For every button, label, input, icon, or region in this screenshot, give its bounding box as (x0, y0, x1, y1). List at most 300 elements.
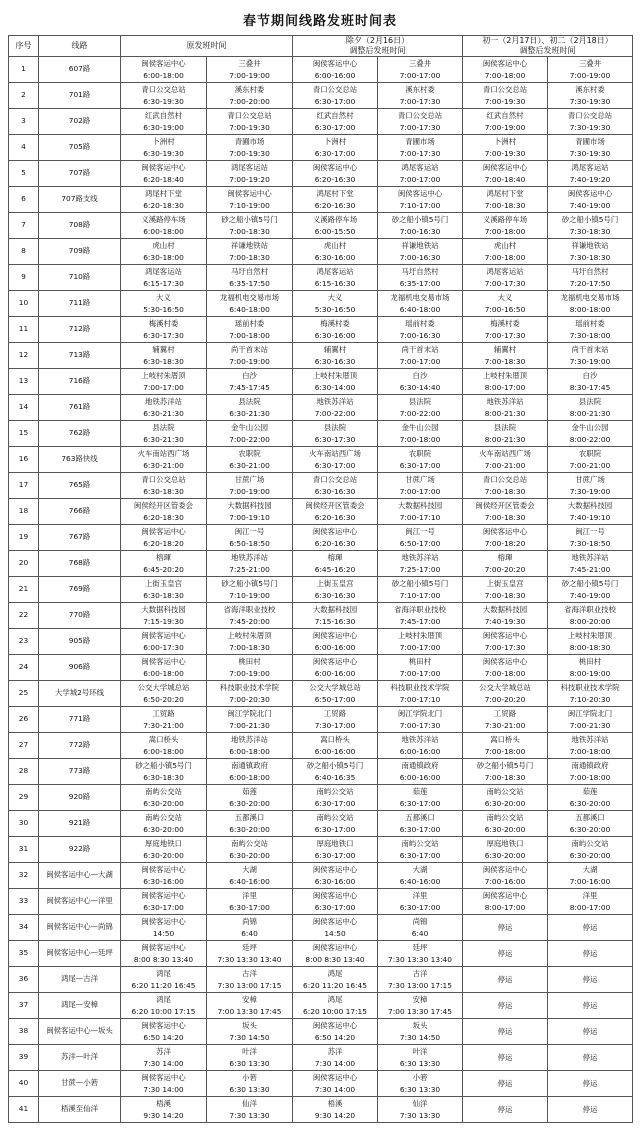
stop-name: 上岐村朱厝顶 (397, 631, 443, 640)
departure-time: 7:40-19:30 (484, 616, 526, 626)
original-end-cell (207, 83, 293, 109)
stop-name: 闽侯经开区管委会 (133, 501, 194, 510)
departure-time: 6:30-18:30 (143, 772, 184, 782)
stop-name: 停运 (582, 974, 598, 984)
stop-name: 闽侯客运中心 (141, 943, 186, 952)
original-start-cell (121, 915, 207, 941)
stop-name: 尚干首末站 (401, 345, 439, 354)
newyear-start-cell (463, 1071, 548, 1097)
departure-time: 7:30 13:30 (229, 1110, 270, 1120)
newyear-start-cell (463, 213, 548, 239)
row-number: 19 (9, 525, 39, 551)
stop-name: 马圩自然村 (401, 267, 439, 276)
stop-name: 闽侯客运中心 (312, 59, 358, 68)
stop-name: 瑶前村委 (575, 319, 605, 328)
original-end-cell (207, 785, 293, 811)
stop-name: 工贸路 (493, 709, 517, 718)
departure-time: 7:00-17:00 (399, 356, 441, 366)
newyear-end-cell (548, 57, 633, 83)
original-end-cell (207, 941, 293, 967)
table-row (9, 811, 633, 837)
original-start-cell (121, 759, 207, 785)
row-number: 15 (9, 421, 39, 447)
newyear-start-cell (463, 577, 548, 603)
route-name: 712路 (39, 317, 121, 343)
stop-name: 农职院 (578, 449, 602, 458)
original-start-cell (121, 551, 207, 577)
original-start-cell (121, 1097, 207, 1123)
departure-time: 7:10-17:00 (399, 200, 441, 210)
original-end-cell (207, 421, 293, 447)
newyear-start-cell (463, 525, 548, 551)
stop-name: 鸿尾客运站 (145, 267, 182, 276)
departure-time: 6:20-18:40 (143, 174, 184, 184)
original-end-cell (207, 239, 293, 265)
stop-name: 县法院 (578, 397, 602, 406)
header-original-time: 原发班时间 (121, 36, 293, 57)
stop-name: 南屿公交站 (316, 787, 354, 796)
eve-end-cell (378, 577, 463, 603)
row-number: 23 (9, 629, 39, 655)
departure-time: 7:40-19:20 (569, 174, 611, 184)
stop-name: 仙洋 (242, 1099, 257, 1108)
row-number: 26 (9, 707, 39, 733)
stop-name: 闽江一号 (234, 527, 265, 536)
original-start-cell (121, 239, 207, 265)
row-number: 24 (9, 655, 39, 681)
departure-time: 8:00-21:30 (484, 408, 526, 418)
stop-name: 大湖 (242, 865, 257, 874)
stop-name: 停运 (497, 1000, 513, 1010)
stop-name: 叶洋 (412, 1047, 428, 1056)
eve-end-cell (378, 343, 463, 369)
departure-time: 7:10-20:30 (569, 694, 611, 704)
eve-start-cell (293, 473, 378, 499)
departure-time: 6:45-16:20 (314, 564, 356, 574)
departure-time: 7:40-19:00 (569, 200, 611, 210)
row-number: 30 (9, 811, 39, 837)
stop-name: 叶洋 (242, 1047, 257, 1056)
row-number: 3 (9, 109, 39, 135)
row-number: 38 (9, 1019, 39, 1045)
stop-name: 祥谦地铁站 (401, 241, 439, 250)
newyear-end-cell (548, 499, 633, 525)
route-name: 708路 (39, 213, 121, 239)
eve-end-cell (378, 239, 463, 265)
stop-name: 南屿公交站 (486, 813, 524, 822)
newyear-start-cell (463, 1045, 548, 1071)
stop-name: 坂头 (242, 1021, 257, 1030)
stop-name: 停运 (582, 1078, 598, 1088)
departure-time: 7:00-18:00 (484, 226, 526, 236)
table-row (9, 655, 633, 681)
original-end-cell (207, 655, 293, 681)
departure-time: 7:45-17:00 (399, 616, 441, 626)
stop-name: 科技职业技术学院 (219, 683, 280, 692)
eve-start-cell (293, 265, 378, 291)
route-name: 770路 (39, 603, 121, 629)
row-number: 5 (9, 161, 39, 187)
newyear-start-cell (463, 265, 548, 291)
stop-name: 闽侯客运中心 (141, 1021, 186, 1030)
eve-start-cell (293, 941, 378, 967)
original-start-cell (121, 343, 207, 369)
table-row (9, 447, 633, 473)
departure-time: 7:00-16:30 (399, 252, 441, 262)
stop-name: 停运 (497, 948, 513, 958)
departure-time: 6:30-20:00 (569, 798, 611, 808)
row-number: 16 (9, 447, 39, 473)
newyear-start-cell (463, 83, 548, 109)
route-name: 705路 (39, 135, 121, 161)
route-name: 闽侯客运中心—洋里 (39, 889, 121, 915)
departure-time: 8:00 8:30 13:40 (133, 954, 194, 964)
departure-time: 6:50-17:00 (314, 694, 356, 704)
original-end-cell (207, 109, 293, 135)
eve-start-cell (293, 317, 378, 343)
departure-time: 6:30-19:30 (143, 148, 184, 158)
departure-time: 7:00-19:30 (484, 96, 526, 106)
departure-time: 7:00-17:30 (399, 122, 441, 132)
eve-end-cell (378, 1045, 463, 1071)
stop-name: 省海洋职业技校 (564, 605, 616, 614)
original-start-cell (121, 57, 207, 83)
departure-time: 6:30-20:00 (569, 824, 611, 834)
stop-name: 青口公交总站 (482, 85, 528, 94)
newyear-end-cell (548, 889, 633, 915)
original-end-cell (207, 967, 293, 993)
departure-time: 7:00-17:10 (399, 512, 441, 522)
stop-name: 公交大学城总站 (137, 683, 190, 692)
original-start-cell (121, 1045, 207, 1071)
row-number: 33 (9, 889, 39, 915)
departure-time: 9:30 14:20 (314, 1110, 356, 1120)
stop-name: 厚庭地铁口 (316, 839, 354, 848)
stop-name: 甘蔗广场 (234, 475, 265, 484)
newyear-end-cell (548, 811, 633, 837)
departure-time: 6:50-17:00 (399, 538, 441, 548)
departure-time: 6:35-17:50 (229, 278, 270, 288)
eve-start-cell (293, 83, 378, 109)
departure-time: 6:00-16:00 (314, 746, 356, 756)
table-row (9, 1045, 633, 1071)
stop-name: 南通镇政府 (571, 761, 609, 770)
departure-time: 7:00-16:50 (484, 304, 526, 314)
table-row (9, 707, 633, 733)
stop-name: 南屿公交站 (401, 839, 439, 848)
departure-time: 6:30-21:00 (143, 460, 184, 470)
departure-time: 7:00-18:00 (484, 70, 526, 80)
row-number: 20 (9, 551, 39, 577)
stop-name: 县法院 (408, 397, 432, 406)
eve-start-cell (293, 551, 378, 577)
stop-name: 公交大学城总站 (309, 683, 361, 692)
departure-time: 7:30 14:00 (314, 1084, 356, 1094)
stop-name: 梅溪村委 (320, 319, 350, 328)
newyear-start-cell (463, 707, 548, 733)
stop-name: 鸿尾村下堂 (145, 189, 182, 198)
newyear-start-cell (463, 109, 548, 135)
departure-time: 7:00-17:00 (399, 668, 441, 678)
stop-name: 大数据科技园 (567, 501, 613, 510)
original-start-cell (121, 499, 207, 525)
stop-name: 青口公交总站 (482, 475, 528, 484)
newyear-start-cell (463, 421, 548, 447)
stop-name: 砂之船小镇5号门 (306, 761, 364, 770)
stop-name: 嵩口桥头 (320, 735, 350, 744)
eve-end-cell (378, 161, 463, 187)
newyear-end-cell (548, 447, 633, 473)
departure-time: 7:30-19:30 (569, 122, 611, 132)
newyear-end-cell (548, 655, 633, 681)
stop-name: 上街玉皇宫 (486, 579, 524, 588)
departure-time: 6:00-18:00 (143, 746, 184, 756)
departure-time: 7:00-19:30 (229, 148, 270, 158)
stop-name: 安樟 (412, 995, 428, 1004)
stop-name: 虎山村 (152, 241, 175, 250)
original-end-cell (207, 213, 293, 239)
original-end-cell (207, 187, 293, 213)
departure-time: 6:30-16:00 (314, 252, 356, 262)
stop-name: 闽侯客运中心 (312, 631, 358, 640)
table-row (9, 941, 633, 967)
eve-end-cell (378, 1097, 463, 1123)
stop-name: 马圩自然村 (571, 267, 609, 276)
stop-name: 辅翼村 (152, 345, 175, 354)
stop-name: 龙福机电交易市场 (560, 293, 620, 302)
stop-name: 闽侯客运中心 (482, 59, 528, 68)
departure-time: 7:00-18:30 (229, 252, 270, 262)
departure-time: 6:00-18:00 (229, 746, 270, 756)
route-name: 771路 (39, 707, 121, 733)
table-row (9, 421, 633, 447)
header-newyear-time (463, 36, 633, 57)
row-number: 28 (9, 759, 39, 785)
stop-name: 停运 (497, 1026, 513, 1036)
original-start-cell (121, 967, 207, 993)
table-row (9, 785, 633, 811)
stop-name: 尚锦 (242, 917, 257, 926)
row-number: 12 (9, 343, 39, 369)
stop-name: 鸿尾客运站 (231, 163, 268, 172)
eve-end-cell (378, 889, 463, 915)
eve-start-cell (293, 629, 378, 655)
stop-name: 榕琿 (156, 553, 171, 562)
newyear-start-cell (463, 1019, 548, 1045)
stop-name: 砂之船小镇5号门 (221, 579, 278, 588)
route-name: 鸿尾—安樟 (39, 993, 121, 1019)
departure-time: 6:30 13:30 (229, 1058, 270, 1068)
stop-name: 闽侯客运中心 (482, 527, 528, 536)
route-name: 765路 (39, 473, 121, 499)
stop-name: 科技职业技术学院 (560, 683, 620, 692)
original-end-cell (207, 551, 293, 577)
table-row (9, 317, 633, 343)
departure-time: 6:40 (241, 928, 258, 938)
stop-name: 砂之船小镇5号门 (561, 215, 619, 224)
row-number: 37 (9, 993, 39, 1019)
departure-time: 7:30 14:00 (314, 1058, 356, 1068)
departure-time: 7:00-18:30 (484, 512, 526, 522)
stop-name: 梧溪 (156, 1099, 171, 1108)
departure-time: 7:45-21:00 (569, 564, 611, 574)
original-end-cell (207, 499, 293, 525)
departure-time: 6:35-17:00 (399, 278, 441, 288)
stop-name: 青口公交总站 (567, 111, 613, 120)
stop-name: 小箬 (412, 1073, 428, 1082)
stop-name: 青口公交总站 (141, 475, 186, 484)
original-start-cell (121, 187, 207, 213)
departure-time: 6:20-16:30 (314, 512, 356, 522)
newyear-end-cell (548, 1071, 633, 1097)
newyear-end-cell (548, 83, 633, 109)
newyear-end-cell (548, 759, 633, 785)
stop-name: 尚锦 (412, 917, 428, 926)
newyear-end-cell (548, 395, 633, 421)
stop-name: 停运 (497, 922, 513, 932)
departure-time: 6:30-20:00 (484, 798, 526, 808)
newyear-end-cell (548, 577, 633, 603)
departure-time: 7:30 13:30 13:40 (388, 954, 452, 964)
stop-name: 义溪路停车场 (141, 215, 186, 224)
departure-time: 7:00-19:00 (229, 668, 270, 678)
stop-name: 溪东村委 (405, 85, 435, 94)
departure-time: 6:30-20:00 (143, 824, 184, 834)
stop-name: 瑶前村委 (405, 319, 435, 328)
eve-end-cell (378, 993, 463, 1019)
eve-end-cell (378, 291, 463, 317)
departure-time: 8:00-17:00 (569, 902, 611, 912)
row-number: 29 (9, 785, 39, 811)
stop-name: 上街玉皇宫 (316, 579, 354, 588)
departure-time: 6:30-16:30 (314, 590, 356, 600)
departure-time: 7:00-17:00 (143, 382, 184, 392)
stop-name: 地铁苏洋站 (571, 553, 609, 562)
stop-name: 仙洋 (412, 1099, 428, 1108)
departure-time: 7:00-21:30 (229, 720, 270, 730)
departure-time: 6:30-20:00 (569, 850, 611, 860)
eve-end-cell (378, 369, 463, 395)
stop-name: 闽侯经开区管委会 (305, 501, 365, 510)
original-end-cell (207, 1071, 293, 1097)
stop-name: 三叠井 (408, 59, 432, 68)
row-number: 18 (9, 499, 39, 525)
departure-time: 7:00-18:00 (399, 434, 441, 444)
stop-name: 农职院 (408, 449, 432, 458)
original-start-cell (121, 681, 207, 707)
stop-name: 火车南站西广场 (309, 449, 361, 458)
newyear-end-cell (548, 993, 633, 1019)
stop-name: 三叠井 (578, 59, 602, 68)
departure-time: 6:30-20:00 (229, 824, 270, 834)
stop-name: 停运 (497, 1104, 513, 1114)
newyear-end-cell (548, 967, 633, 993)
original-end-cell (207, 863, 293, 889)
original-end-cell (207, 811, 293, 837)
departure-time: 6:00-16:00 (314, 70, 356, 80)
departure-time: 7:00-18:30 (484, 590, 526, 600)
eve-start-cell (293, 343, 378, 369)
route-name: 607路 (39, 57, 121, 83)
stop-name: 县法院 (323, 423, 347, 432)
departure-time: 6:20-16:30 (314, 174, 356, 184)
stop-name: 闽侯客运中心 (482, 891, 528, 900)
departure-time: 7:00-21:00 (484, 460, 526, 470)
table-row (9, 837, 633, 863)
newyear-end-cell (548, 1019, 633, 1045)
departure-time: 6:30-16:00 (314, 330, 356, 340)
departure-time: 7:00-22:00 (314, 408, 356, 418)
newyear-end-cell (548, 343, 633, 369)
original-end-cell (207, 1045, 293, 1071)
stop-name: 上岐村朱厝顶 (227, 631, 272, 640)
stop-name: 省海洋职业技校 (223, 605, 276, 614)
newyear-end-cell (548, 161, 633, 187)
departure-time: 7:00-18:00 (484, 252, 526, 262)
table-row (9, 395, 633, 421)
newyear-end-cell (548, 525, 633, 551)
row-number: 25 (9, 681, 39, 707)
newyear-end-cell (548, 837, 633, 863)
stop-name: 五都溪口 (405, 813, 435, 822)
stop-name: 青圃市场 (575, 137, 605, 146)
stop-name: 闽侯客运中心 (312, 657, 358, 666)
stop-name: 卜洲村 (493, 137, 517, 146)
stop-name: 嵩口桥头 (148, 735, 179, 744)
row-number: 32 (9, 863, 39, 889)
stop-name: 闽江一号 (575, 527, 605, 536)
stop-name: 闽侯客运中心 (141, 527, 186, 536)
eve-start-cell (293, 135, 378, 161)
stop-name: 农职院 (238, 449, 261, 458)
newyear-start-cell (463, 395, 548, 421)
departure-time: 7:30-19:00 (569, 486, 611, 496)
stop-name: 闽侯客运中心 (312, 943, 358, 952)
departure-time: 7:15-19:30 (143, 616, 184, 626)
original-start-cell (121, 395, 207, 421)
newyear-start-cell (463, 135, 548, 161)
row-number: 22 (9, 603, 39, 629)
row-number: 40 (9, 1071, 39, 1097)
stop-name: 闽侯客运中心 (141, 865, 186, 874)
newyear-end-cell (548, 1045, 633, 1071)
original-end-cell (207, 447, 293, 473)
eve-start-cell (293, 109, 378, 135)
departure-time: 6:30-20:00 (143, 850, 184, 860)
stop-name: 闽江学院北门 (397, 709, 443, 718)
departure-time: 6:30-17:00 (314, 798, 356, 808)
stop-name: 榕琿 (327, 553, 343, 562)
newyear-end-cell (548, 941, 633, 967)
eve-start-cell (293, 1019, 378, 1045)
stop-name: 停运 (497, 1052, 513, 1062)
route-name: 710路 (39, 265, 121, 291)
departure-time: 7:00-19:20 (229, 174, 270, 184)
stop-name: 南屿公交站 (145, 787, 182, 796)
departure-time: 6:45-20:20 (143, 564, 184, 574)
newyear-start-cell (463, 343, 548, 369)
newyear-start-cell (463, 369, 548, 395)
stop-name: 义溪路停车场 (482, 215, 528, 224)
stop-name: 金牛山公园 (571, 423, 609, 432)
table-row (9, 343, 633, 369)
original-start-cell (121, 1019, 207, 1045)
stop-name: 梅溪村委 (490, 319, 520, 328)
departure-time: 6:40-16:35 (314, 772, 356, 782)
stop-name: 地铁苏洋站 (145, 397, 182, 406)
departure-time: 6:50 14:20 (314, 1032, 356, 1042)
original-end-cell (207, 135, 293, 161)
